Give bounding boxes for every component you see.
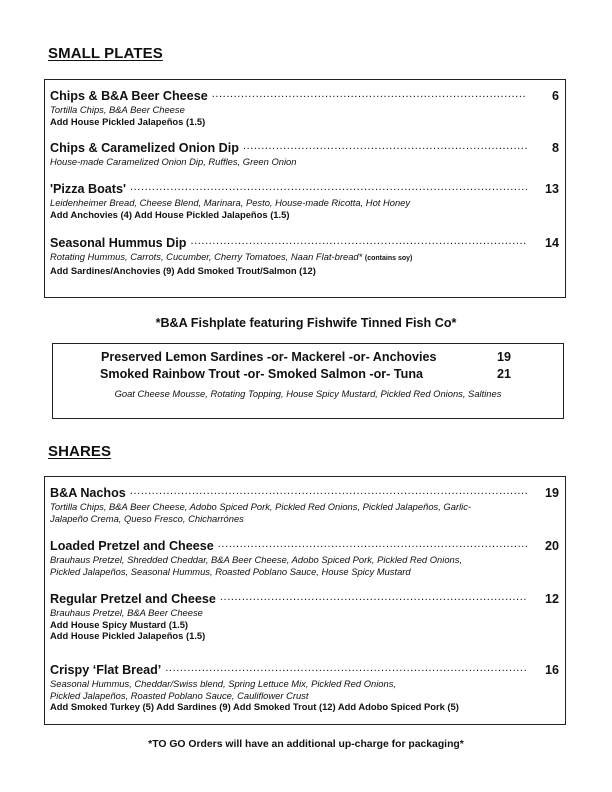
item-description: Seasonal Hummus, Cheddar/Swiss blend, Spring Lettuce Mix, Pickled Red Onions, [50,678,397,689]
item-price: 19 [544,486,559,500]
dot-leader [220,590,527,605]
item-price: 16 [544,663,559,677]
section-title-small-plates: SMALL PLATES [48,45,163,62]
item-name: Chips & Caramelized Onion Dip [50,141,239,155]
item-price: 12 [544,592,559,606]
item-name: Crispy ‘Flat Bread’ [50,663,162,677]
item-name: B&A Nachos [50,486,126,500]
dot-leader [212,87,527,102]
shares-box [44,476,566,725]
item-name: 'Pizza Boats' [50,182,126,196]
menu-item [50,87,559,127]
item-addon: Add Anchovies (4) Add House Pickled Jalapeños (1.5) [50,208,290,220]
menu-item [50,537,559,577]
dot-leader [130,484,527,499]
fishplate-option-line-2: Smoked Rainbow Trout -or- Smoked Salmon -or- Tuna [100,367,424,381]
item-name: Chips & B&A Beer Cheese [50,89,208,103]
item-price: 8 [551,141,559,155]
fishplate-heading: *B&A Fishplate featuring Fishwife Tinned Fish Co* [155,316,457,330]
item-addon: Add Sardines/Anchovies (9) Add Smoked Trout/Salmon (12) [50,264,316,276]
item-description: Brauhaus Pretzel, B&A Beer Cheese [50,607,203,618]
item-addon: Add Smoked Turkey (5) Add Sardines (9) Add Smoked Trout (12) Add Adobo Spiced Pork (5) [50,701,459,712]
item-description: Pickled Jalapeños, Seasonal Hummus, Roasted Poblano Sauce, House Spicy Mustard [50,565,411,577]
small-plates-box [44,79,566,298]
item-description: Tortilla Chips, B&A Beer Cheese, Adobo Spiced Pork, Pickled Red Onions, Pickled Jalapeños, Garlic- [50,501,472,512]
menu-item [50,180,559,220]
item-description: House-made Caramelized Onion Dip, Ruffles, Green Onion [50,156,297,167]
item-name: Regular Pretzel and Cheese [50,592,216,606]
fishplate-price-1: 19 [497,350,512,364]
item-description: Pickled Jalapeños, Roasted Poblano Sauce, Cauliflower Crust [50,689,309,701]
item-description: Leidenheimer Bread, Cheese Blend, Marinara, Pesto, House-made Ricotta, Hot Honey [50,197,411,208]
fishplate-description: Goat Cheese Mousse, Rotating Topping, House Spicy Mustard, Pickled Red Onions, Saltines [114,388,502,399]
item-price: 20 [544,539,559,553]
item-addon: Add House Spicy Mustard (1.5) [50,618,189,630]
fishplate-option-line-1: Preserved Lemon Sardines -or- Mackerel -or- Anchovies [101,350,437,364]
fishplate-box [52,343,564,419]
item-addon: Add House Pickled Jalapeños (1.5) [50,115,206,127]
menu-item [50,234,559,276]
item-price: 6 [551,89,559,103]
fishplate-price-2: 21 [497,367,512,381]
dot-leader [243,139,527,154]
item-description: Brauhaus Pretzel, Shredded Cheddar, B&A Beer Cheese, Adobo Spiced Pork, Pickled Red Onions, [50,554,463,565]
item-price: 13 [544,182,559,196]
item-price: 14 [544,236,559,250]
dot-leader [165,661,527,676]
allergen-note: (contains soy) [364,255,413,262]
menu-item [50,484,559,524]
to-go-footer-note: *TO GO Orders will have an additional up-charge for packaging* [148,739,464,750]
dot-leader [130,180,527,195]
menu-item [50,661,559,713]
item-name: Seasonal Hummus Dip [50,236,187,250]
item-addon: Add House Pickled Jalapeños (1.5) [50,630,206,641]
menu-item [50,139,559,168]
dot-leader [218,537,527,552]
item-description: Tortilla Chips, B&A Beer Cheese [50,104,185,115]
item-description [50,251,559,265]
menu-item [50,590,559,642]
item-description-text: Rotating Hummus, Carrots, Cucumber, Cherry Tomatoes, Naan Flat-bread* [50,251,363,262]
dot-leader [190,234,527,249]
item-description: Jalapeño Crema, Queso Fresco, Chicharrónes [50,512,244,524]
section-title-shares: SHARES [48,443,112,460]
item-name: Loaded Pretzel and Cheese [50,539,214,553]
